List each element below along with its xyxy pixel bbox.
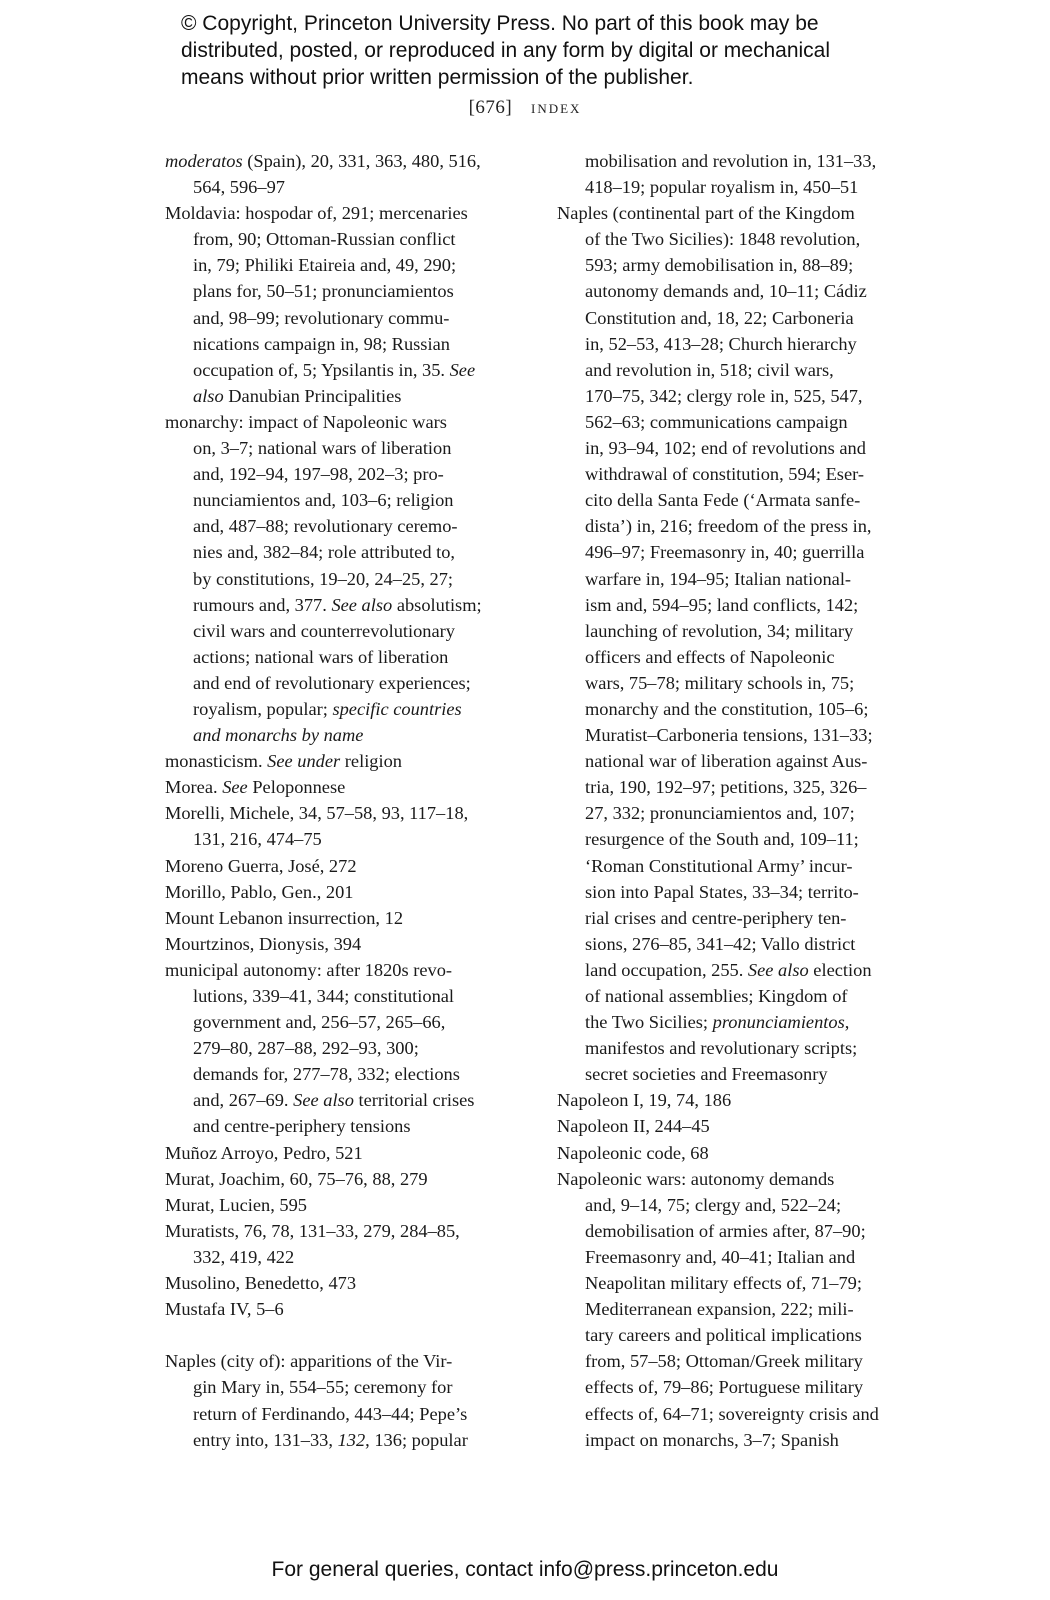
index-text: of the Two Sicilies): 1848 revolution, <box>585 229 861 250</box>
index-entry-continuation <box>165 331 535 357</box>
index-text: demobilisation of armies after, 87–90; <box>585 1220 866 1241</box>
index-entry-continuation <box>557 1427 937 1453</box>
index-text: the Two Sicilies; <box>585 1012 713 1033</box>
index-text: effects of, 64–71; sovereignty crisis and <box>585 1403 879 1424</box>
index-entry-continuation <box>165 1061 535 1087</box>
index-text: gin Mary in, 554–55; ceremony for <box>193 1377 453 1398</box>
index-entry-line <box>165 774 535 800</box>
footer-contact: For general queries, contact info@press.princeton.edu <box>271 1558 779 1581</box>
index-entry-line <box>165 931 535 957</box>
index-text: land occupation, 255. <box>585 959 748 980</box>
index-entry-line <box>165 748 535 774</box>
copyright-notice <box>181 10 1001 91</box>
index-text: Constitution and, 18, 22; Carboneria <box>585 307 854 328</box>
index-entry-continuation <box>165 305 535 331</box>
index-text: ism and, 594–95; land conflicts, 142; <box>585 594 859 615</box>
index-text: Peloponnese <box>247 777 346 798</box>
index-entry-continuation <box>557 644 937 670</box>
index-entry-continuation <box>557 539 937 565</box>
index-text: and centre-periphery tensions <box>193 1116 411 1137</box>
index-entry-continuation <box>557 696 937 722</box>
copyright-line: © Copyright, Princeton University Press. No part of this book may be <box>181 12 819 35</box>
index-entry-continuation <box>557 592 937 618</box>
index-text: occupation of, 5; Ypsilantis in, 35. <box>193 359 450 380</box>
index-entry-line <box>165 1296 535 1322</box>
index-entry-continuation <box>165 226 535 252</box>
index-text: religion <box>340 751 403 772</box>
index-entry-continuation <box>165 252 535 278</box>
index-entry-continuation <box>557 905 937 931</box>
index-entry-continuation <box>557 487 937 513</box>
index-text: Napoleon I, 19, 74, 186 <box>557 1090 732 1111</box>
index-entry-continuation <box>165 566 535 592</box>
index-text: Naples (city of): apparitions of the Vir- <box>165 1351 453 1372</box>
index-entry-line <box>165 1348 535 1374</box>
index-text: 418–19; popular royalism in, 450–51 <box>585 177 859 198</box>
index-entry-continuation <box>165 357 535 383</box>
index-text: tria, 190, 192–97; petitions, 325, 326– <box>585 777 867 798</box>
index-text: 279–80, 287–88, 292–93, 300; <box>193 1038 419 1059</box>
index-text: return of Ferdinando, 443–44; Pepe’s <box>193 1403 468 1424</box>
index-text: Freemasonry and, 40–41; Italian and <box>585 1246 856 1267</box>
section-title: index <box>530 97 582 117</box>
index-entry-continuation <box>165 1113 535 1139</box>
index-entry-continuation <box>557 357 937 383</box>
index-entry-continuation <box>165 826 535 852</box>
index-entry-continuation <box>165 1087 535 1113</box>
index-text: Moldavia: hospodar of, 291; mercenaries <box>165 203 468 224</box>
index-entry-line <box>165 879 535 905</box>
index-entry-continuation <box>165 174 535 200</box>
index-text: and, 192–94, 197–98, 202–3; pro- <box>193 464 444 485</box>
index-text: 132 <box>337 1429 366 1450</box>
index-entry-continuation <box>165 539 535 565</box>
index-entry-continuation <box>557 931 937 957</box>
index-entry-continuation <box>557 879 937 905</box>
index-text: impact on monarchs, 3–7; Spanish <box>585 1429 839 1450</box>
index-text: demands for, 277–78, 332; elections <box>193 1064 460 1085</box>
index-text: 27, 332; pronunciamientos and, 107; <box>585 803 855 824</box>
index-entry-continuation <box>557 435 937 461</box>
index-text: mobilisation and revolution in, 131–33, <box>585 151 877 171</box>
index-entry-continuation <box>557 174 937 200</box>
index-text: 332, 419, 422 <box>193 1246 295 1267</box>
index-text: (Spain), 20, 331, 363, 480, 516, <box>242 151 481 171</box>
index-text: specific countries <box>332 698 462 719</box>
index-entry-line <box>165 800 535 826</box>
index-entry-continuation <box>557 957 937 983</box>
index-text: monarchy and the constitution, 105–6; <box>585 698 869 719</box>
index-text: 496–97; Freemasonry in, 40; guerrilla <box>585 542 865 563</box>
index-text: ‘Roman Constitutional Army’ incur- <box>585 855 853 876</box>
index-entry-continuation <box>557 1061 937 1087</box>
index-entry-continuation <box>557 383 937 409</box>
index-entry-continuation <box>557 1374 937 1400</box>
index-text: resurgence of the South and, 109–11; <box>585 829 859 850</box>
index-entry-continuation <box>557 148 937 174</box>
index-text: Napoleonic wars: autonomy demands <box>557 1168 835 1189</box>
index-text: 170–75, 342; clergy role in, 525, 547, <box>585 385 863 406</box>
index-text: and, 267–69. <box>193 1090 294 1111</box>
index-entry-continuation <box>165 1009 535 1035</box>
index-text: and monarchs by name <box>193 725 364 746</box>
index-text: monarchy: impact of Napoleonic wars <box>165 411 447 432</box>
index-entry-continuation <box>557 618 937 644</box>
index-entry-line <box>165 1166 535 1192</box>
index-text: Mount Lebanon insurrection, 12 <box>165 907 404 928</box>
index-entry-line <box>165 148 535 174</box>
index-entry-continuation <box>557 853 937 879</box>
index-text: and revolution in, 518; civil wars, <box>585 359 834 380</box>
index-entry-continuation <box>165 670 535 696</box>
index-entry-continuation <box>165 513 535 539</box>
index-entry-continuation <box>165 644 535 670</box>
index-entry-line <box>165 200 535 226</box>
index-text: moderatos <box>165 151 243 171</box>
index-text: actions; national wars of liberation <box>193 646 449 667</box>
index-text: cito della Santa Fede (‘Armata sanfe- <box>585 490 861 511</box>
index-entry-continuation <box>557 226 937 252</box>
index-entry-continuation <box>557 774 937 800</box>
index-text: of national assemblies; Kingdom of <box>585 986 848 1006</box>
index-text: Mourtzinos, Dionysis, 394 <box>165 933 362 954</box>
index-text: dista’) in, 216; freedom of the press in, <box>585 516 872 537</box>
index-text: See also <box>331 594 393 615</box>
index-text: See <box>222 777 248 798</box>
index-entry-continuation <box>165 1374 535 1400</box>
index-text: and end of revolutionary experiences; <box>193 672 471 693</box>
index-text: Morelli, Michele, 34, 57–58, 93, 117–18, <box>165 803 469 824</box>
index-text: , <box>844 1012 850 1033</box>
index-text: 593; army demobilisation in, 88–89; <box>585 255 854 276</box>
index-text: pronunciamientos <box>712 1012 845 1033</box>
index-entry-continuation <box>165 487 535 513</box>
index-entry-continuation <box>557 305 937 331</box>
running-head <box>0 97 1050 119</box>
index-entry-line <box>557 1113 937 1139</box>
index-text: See also <box>747 959 809 980</box>
index-section-gap <box>165 1322 535 1348</box>
index-text: entry into, 131–33, <box>193 1429 338 1450</box>
index-entry-continuation <box>165 696 535 722</box>
index-entry-continuation <box>165 618 535 644</box>
index-text: manifestos and revolutionary scripts; <box>585 1038 858 1059</box>
index-text: launching of revolution, 34; military <box>585 620 854 641</box>
index-text: municipal autonomy: after 1820s revo- <box>165 959 453 980</box>
index-entry-line <box>557 200 937 226</box>
index-entry-line <box>557 1166 937 1192</box>
index-text: royalism, popular; <box>193 698 333 719</box>
index-entry-continuation <box>165 461 535 487</box>
index-text: 131, 216, 474–75 <box>193 829 322 850</box>
index-text: national war of liberation against Aus- <box>585 751 868 772</box>
index-text: from, 90; Ottoman-Russian conflict <box>193 229 456 250</box>
index-text: See also <box>293 1090 354 1111</box>
index-entry-continuation <box>165 278 535 304</box>
index-entry-line <box>165 1270 535 1296</box>
index-entry-continuation <box>165 592 535 618</box>
index-entry-continuation <box>557 983 937 1009</box>
index-text: See under <box>267 751 341 772</box>
index-entry-line <box>165 409 535 435</box>
index-text: Musolino, Benedetto, 473 <box>165 1273 357 1294</box>
index-text: wars, 75–78; military schools in, 75; <box>585 672 855 693</box>
index-text: and, 9–14, 75; clergy and, 522–24; <box>585 1194 842 1215</box>
page-number: [676] <box>468 97 513 118</box>
index-entry-continuation <box>165 435 535 461</box>
index-text: Muñoz Arroyo, Pedro, 521 <box>165 1142 363 1163</box>
index-entry-continuation <box>165 1244 535 1270</box>
index-text: nications campaign in, 98; Russian <box>193 333 450 354</box>
index-text: withdrawal of constitution, 594; Eser- <box>585 464 865 485</box>
index-text: secret societies and Freemasonry <box>585 1064 828 1085</box>
index-text: sion into Papal States, 33–34; territo- <box>585 881 859 902</box>
index-text: rumours and, 377. <box>193 594 332 615</box>
index-text: Murat, Lucien, 595 <box>165 1194 307 1215</box>
index-entry-continuation <box>557 1322 937 1348</box>
index-column-right <box>557 148 937 1453</box>
index-text: Mustafa IV, 5–6 <box>165 1299 284 1320</box>
index-text: Napoleonic code, 68 <box>557 1142 709 1163</box>
index-entry-continuation <box>165 1427 535 1453</box>
index-entry-continuation <box>557 566 937 592</box>
index-entry-line <box>165 1218 535 1244</box>
index-entry-continuation <box>165 383 535 409</box>
index-text: 562–63; communications campaign <box>585 411 848 432</box>
index-entry-continuation <box>165 983 535 1009</box>
index-entry-continuation <box>557 461 937 487</box>
index-entry-continuation <box>557 252 937 278</box>
index-text: officers and effects of Napoleonic <box>585 646 835 667</box>
index-text: civil wars and counterrevolutionary <box>193 620 455 641</box>
index-entry-continuation <box>165 1035 535 1061</box>
index-text: Murat, Joachim, 60, 75–76, 88, 279 <box>165 1168 428 1189</box>
index-text: Naples (continental part of the Kingdom <box>557 203 855 224</box>
index-text: monasticism. <box>165 751 268 772</box>
index-entry-continuation <box>165 1401 535 1427</box>
index-entry-continuation <box>557 409 937 435</box>
index-text: nies and, 382–84; role attributed to, <box>193 542 456 563</box>
index-text: Muratists, 76, 78, 131–33, 279, 284–85, <box>165 1220 460 1241</box>
index-entry-continuation <box>557 278 937 304</box>
index-entry-continuation <box>557 1009 937 1035</box>
index-text: Napoleon II, 244–45 <box>557 1116 710 1137</box>
index-entry-continuation <box>557 1244 937 1270</box>
index-entry-line <box>165 853 535 879</box>
index-text: lutions, 339–41, 344; constitutional <box>193 986 455 1006</box>
index-entry-continuation <box>557 1270 937 1296</box>
index-entry-continuation <box>557 722 937 748</box>
index-entry-line <box>165 905 535 931</box>
index-text: rial crises and centre-periphery ten- <box>585 907 847 928</box>
index-entry-line <box>557 1087 937 1113</box>
index-entry-line <box>165 1192 535 1218</box>
index-text: Moreno Guerra, José, 272 <box>165 855 357 876</box>
index-entry-continuation <box>557 670 937 696</box>
index-entry-continuation <box>557 748 937 774</box>
index-text: by constitutions, 19–20, 24–25, 27; <box>193 568 454 589</box>
index-text: autonomy demands and, 10–11; Cádiz <box>585 281 867 302</box>
index-text: also <box>193 385 224 406</box>
index-entry-line <box>557 1140 937 1166</box>
copyright-line: means without prior written permission of the publisher. <box>181 66 694 89</box>
index-entry-continuation <box>165 722 535 748</box>
index-entry-continuation <box>557 1348 937 1374</box>
index-entry-line <box>165 957 535 983</box>
index-text: government and, 256–57, 265–66, <box>193 1012 446 1033</box>
index-text: nunciamientos and, 103–6; religion <box>193 490 454 511</box>
index-text: effects of, 79–86; Portuguese military <box>585 1377 864 1398</box>
index-text: from, 57–58; Ottoman/Greek military <box>585 1351 863 1372</box>
index-text: election <box>808 959 872 980</box>
index-entry-continuation <box>557 513 937 539</box>
index-text: Neapolitan military effects of, 71–79; <box>585 1273 862 1294</box>
index-text: in, 93–94, 102; end of revolutions and <box>585 438 866 459</box>
index-text: and, 487–88; revolutionary ceremo- <box>193 516 458 537</box>
index-entry-continuation <box>557 826 937 852</box>
index-entry-continuation <box>557 1035 937 1061</box>
index-entry-line <box>165 1140 535 1166</box>
index-text: 564, 596–97 <box>193 177 285 198</box>
index-text: on, 3–7; national wars of liberation <box>193 438 452 459</box>
index-text: in, 79; Philiki Etaireia and, 49, 290; <box>193 255 457 276</box>
index-text: , 136; popular <box>365 1429 468 1450</box>
index-entry-continuation <box>557 331 937 357</box>
index-entry-continuation <box>557 800 937 826</box>
index-text: Morea. <box>165 777 223 798</box>
index-entry-continuation <box>557 1296 937 1322</box>
index-text: sions, 276–85, 341–42; Vallo district <box>585 933 856 954</box>
index-entry-continuation <box>557 1192 937 1218</box>
index-text: Danubian Principalities <box>223 385 402 406</box>
index-entry-continuation <box>557 1218 937 1244</box>
index-text: in, 52–53, 413–28; Church hierarchy <box>585 333 857 354</box>
index-text: tary careers and political implications <box>585 1325 862 1346</box>
index-text: Mediterranean expansion, 222; mili- <box>585 1299 854 1320</box>
index-text: Muratist–Carboneria tensions, 131–33; <box>585 725 873 746</box>
index-text: warfare in, 194–95; Italian national- <box>585 568 852 589</box>
index-text: Morillo, Pablo, Gen., 201 <box>165 881 354 902</box>
index-text: absolutism; <box>392 594 482 615</box>
index-text: and, 98–99; revolutionary commu- <box>193 307 450 328</box>
copyright-line: distributed, posted, or reproduced in any form by digital or mechanical <box>181 39 831 62</box>
index-text: territorial crises <box>353 1090 475 1111</box>
index-text: plans for, 50–51; pronunciamientos <box>193 281 454 302</box>
index-entry-continuation <box>557 1401 937 1427</box>
index-column-left <box>165 148 535 1453</box>
index-text: See <box>449 359 476 380</box>
